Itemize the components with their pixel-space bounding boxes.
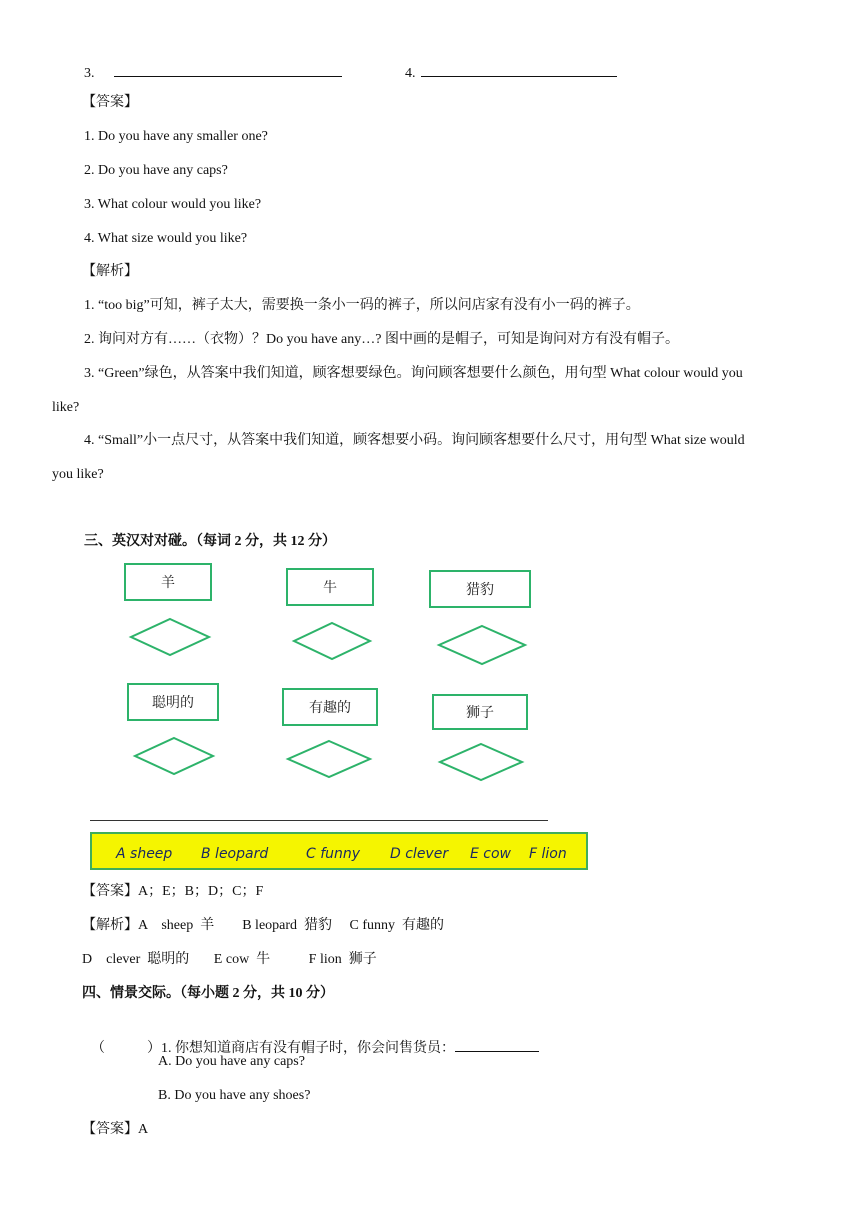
word-options-bar [90,832,588,870]
word-box-sheep-label: 羊 [161,575,175,591]
word-box-leopard [429,570,531,608]
question-1-text: 1. 你想知道商店有没有帽子时，你会问售货员： [161,1041,455,1056]
word-box-cow-label: 牛 [323,580,337,596]
separator-line [90,820,548,821]
answer-diamond-6[interactable] [439,743,523,781]
word-box-funny [282,688,378,726]
section-3-heading: 三、英汉对对碰。（每词 2 分，共 12 分） [84,534,336,549]
answer-item-3: 3. What colour would you like? [84,197,262,212]
word-box-leopard-label: 猎豹 [466,582,494,598]
answer-diamond-2[interactable] [293,622,371,660]
question-1-option-b: B. Do you have any shoes? [158,1088,311,1103]
analysis-paragraph-1: 1. “too big”可知，裤子太大，需要换一条小一码的裤子，所以问店家有没有小一码的裤子。 [84,298,640,313]
word-box-clever [127,683,219,721]
blank-3-line[interactable] [114,62,342,77]
answer-item-4: 4. What size would you like? [84,231,248,246]
analysis-paragraph-3-line-2: like? [52,400,80,415]
option-b: B leopard [201,846,269,862]
answer-diamond-1[interactable] [130,618,210,656]
option-a: A sheep [116,846,173,862]
option-f: F lion [529,846,567,862]
word-box-lion-label: 狮子 [466,705,494,721]
analysis-paragraph-4-line-1: 4. “Small”小一点尺寸，从答案中我们知道，顾客想要小码。询问顾客想要什么尺寸，用句型 What size would [84,433,745,448]
blank-4-number: 4. [405,66,416,81]
answer-label: 【答案】 [82,95,138,110]
answer-diamond-3[interactable] [438,625,526,665]
answer-item-1: 1. Do you have any smaller one? [84,129,268,144]
word-box-lion [432,694,528,730]
section-3-analysis-line-1: 【解析】A sheep 羊 B leopard 猎豹 C funny 有趣的 [82,918,445,933]
blank-3 [84,62,342,83]
question-1-option-a: A. Do you have any caps? [158,1054,305,1069]
option-c: C funny [306,846,361,862]
answer-diamond-4[interactable] [134,737,214,775]
word-box-sheep [124,563,212,601]
blank-3-number: 3. [84,66,95,81]
word-box-clever-label: 聪明的 [152,695,194,711]
word-box-cow [286,568,374,606]
answer-item-2: 2. Do you have any caps? [84,163,228,178]
question-1 [84,1019,539,1058]
analysis-paragraph-2: 2. 询问对方有……（衣物）？Do you have any…? 图中画的是帽子，可知是询问对方有没有帽子。 [84,332,679,347]
section-4-heading: 四、情景交际。（每小题 2 分，共 10 分） [82,986,334,1001]
blank-4-line[interactable] [421,62,617,77]
answer-diamond-5[interactable] [287,740,371,778]
word-box-funny-label: 有趣的 [309,700,351,716]
section-3-answer: 【答案】A；E；B；D；C；F [82,884,264,899]
section-4-answer: 【答案】A [82,1122,149,1137]
analysis-paragraph-4-line-2: you like? [52,467,104,482]
option-e: E cow [470,846,512,862]
blank-4 [405,62,617,83]
option-d: D clever [390,846,449,862]
question-1-paren[interactable]: （ ） [91,1041,161,1056]
section-3-analysis-line-2: D clever 聪明的 E cow 牛 F lion 狮子 [82,952,377,967]
question-1-blank[interactable] [455,1037,539,1052]
analysis-paragraph-3-line-1: 3. “Green”绿色，从答案中我们知道，顾客想要绿色。询问顾客想要什么颜色，用句型 What colour would you [84,366,743,381]
analysis-label: 【解析】 [82,264,138,279]
